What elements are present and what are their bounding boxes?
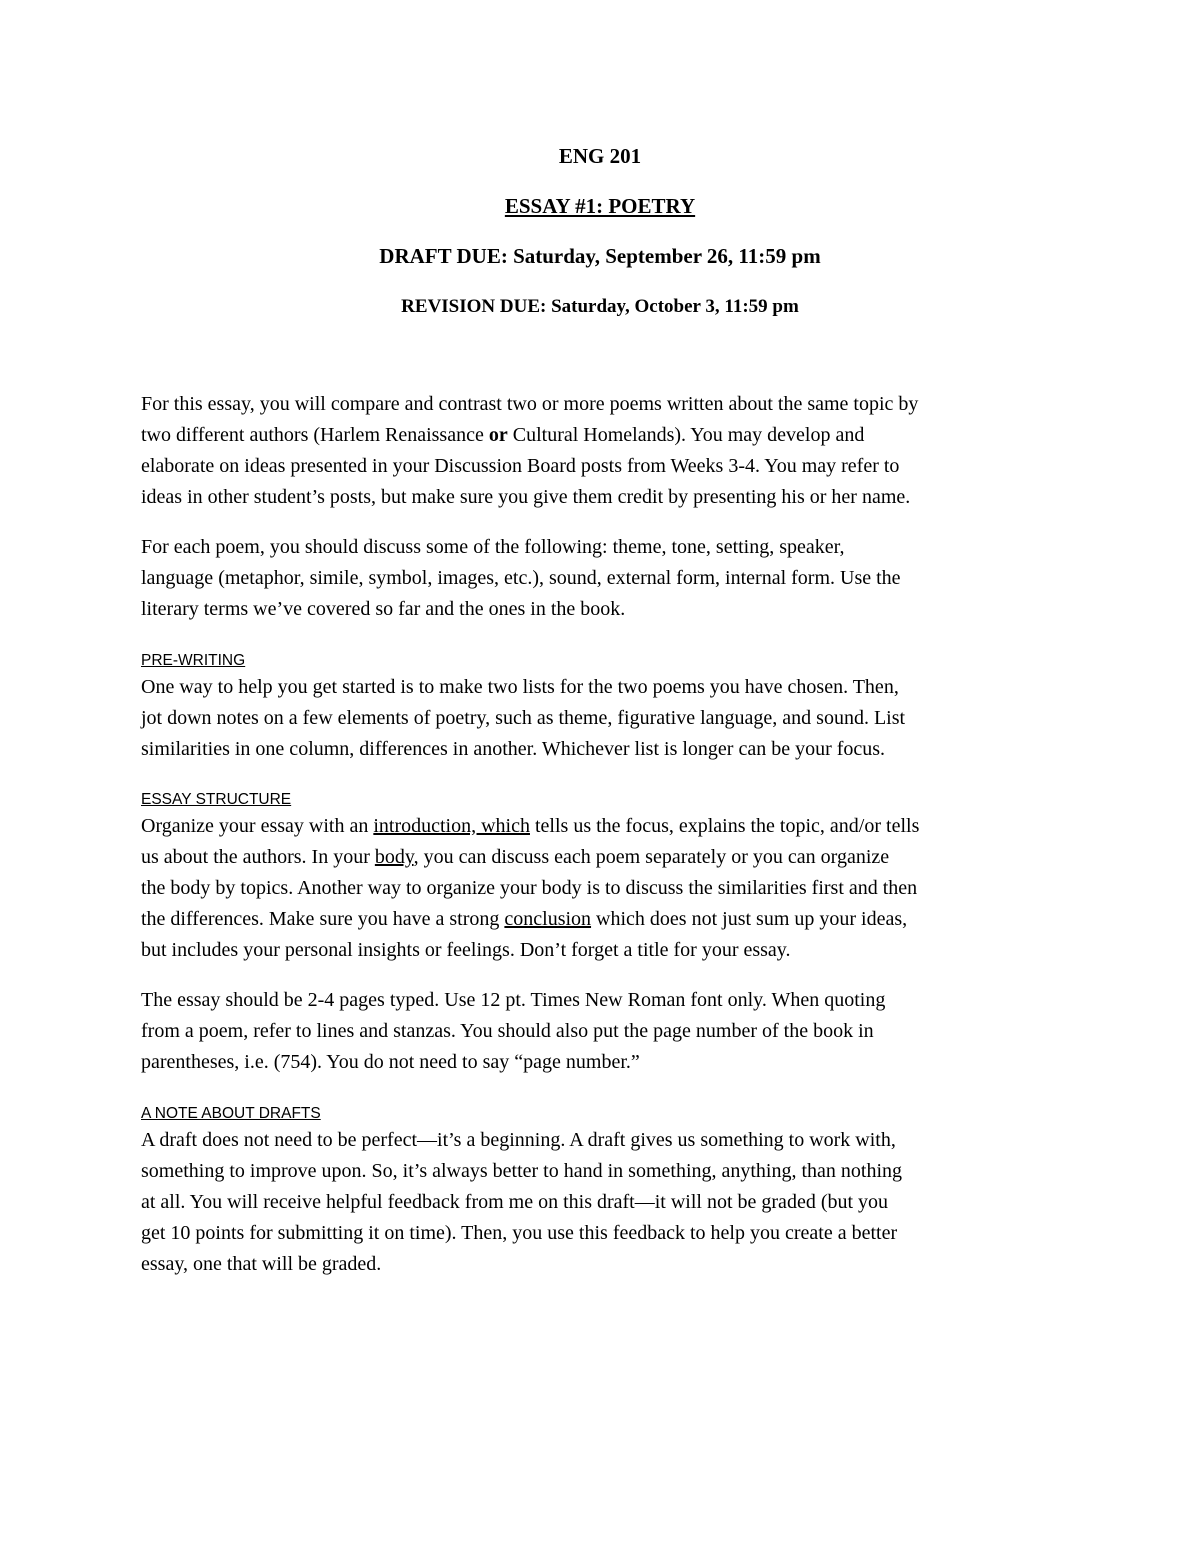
paragraph-line: parentheses, i.e. (754). You do not need to say “page number.” [141, 1051, 640, 1073]
revision-due-date: REVISION DUE: Saturday, October 3, 11:59 pm [401, 296, 799, 317]
elements-paragraph [141, 532, 1081, 625]
paragraph-line: A draft does not need to be perfect—it’s a beginning. A draft gives us something to work with, [141, 1129, 896, 1151]
essay-structure-heading: ESSAY STRUCTURE [141, 791, 292, 808]
paragraph-line: but includes your personal insights or feelings. Don’t forget a title for your essay. [141, 939, 791, 961]
paragraph-line: the body by topics. Another way to organize your body is to discuss the similarities first and then [141, 877, 918, 899]
emphasis-or: or [488, 424, 508, 446]
paragraph-line: the differences. Make sure you have a strong conclusion which does not just sum up your ideas, [141, 908, 908, 930]
drafts-paragraph [141, 1125, 1081, 1280]
paragraph-line: at all. You will receive helpful feedback from me on this draft—it will not be graded (but you [141, 1191, 889, 1213]
paragraph-line: The essay should be 2-4 pages typed. Use 12 pt. Times New Roman font only. When quoting [141, 989, 886, 1011]
underlined-term-body: body [374, 846, 414, 868]
structure-paragraph [141, 811, 1081, 966]
draft-due-date: DRAFT DUE: Saturday, September 26, 11:59 pm [379, 244, 821, 268]
paragraph-line: from a poem, refer to lines and stanzas. You should also put the page number of the book in [141, 1020, 874, 1042]
paragraph-line: literary terms we’ve covered so far and the ones in the book. [141, 598, 626, 620]
paragraph-line: language (metaphor, simile, symbol, images, etc.), sound, external form, internal form. Use the [141, 567, 901, 589]
paragraph-line: jot down notes on a few elements of poetry, such as theme, figurative language, and sound. List [141, 707, 906, 729]
paragraph-line: essay, one that will be graded. [141, 1253, 382, 1275]
paragraph-line: For each poem, you should discuss some of the following: theme, tone, setting, speaker, [141, 536, 845, 558]
format-paragraph [141, 985, 1081, 1078]
paragraph-line: two different authors (Harlem Renaissance or Cultural Homelands). You may develop and [141, 424, 865, 446]
underlined-term-introduction: introduction, which [373, 815, 530, 837]
course-title: ENG 201 [558, 144, 642, 168]
paragraph-line: ideas in other student’s posts, but make sure you give them credit by presenting his or her name. [141, 486, 911, 508]
paragraph-line: us about the authors. In your body, you can discuss each poem separately or you can organize [141, 846, 890, 868]
underlined-term-conclusion: conclusion [504, 908, 592, 930]
paragraph-line: One way to help you get started is to make two lists for the two poems you have chosen. Then, [141, 676, 899, 698]
paragraph-line: get 10 points for submitting it on time). Then, you use this feedback to help you create a better [141, 1222, 898, 1244]
paragraph-line: elaborate on ideas presented in your Discussion Board posts from Weeks 3-4. You may refer to [141, 455, 900, 477]
prewriting-heading: PRE-WRITING [141, 652, 246, 669]
essay-title: ESSAY #1: POETRY [504, 194, 696, 218]
intro-paragraph [141, 389, 1081, 513]
paragraph-line: similarities in one column, differences in another. Whichever list is longer can be your focus. [141, 738, 886, 760]
paragraph-line: something to improve upon. So, it’s always better to hand in something, anything, than nothing [141, 1160, 903, 1182]
paragraph-line: For this essay, you will compare and contrast two or more poems written about the same topic by [141, 393, 919, 415]
paragraph-line: Organize your essay with an introduction, which tells us the focus, explains the topic, and/or tells [141, 815, 920, 837]
prewriting-paragraph [141, 672, 1081, 765]
drafts-heading: A NOTE ABOUT DRAFTS [141, 1105, 321, 1122]
